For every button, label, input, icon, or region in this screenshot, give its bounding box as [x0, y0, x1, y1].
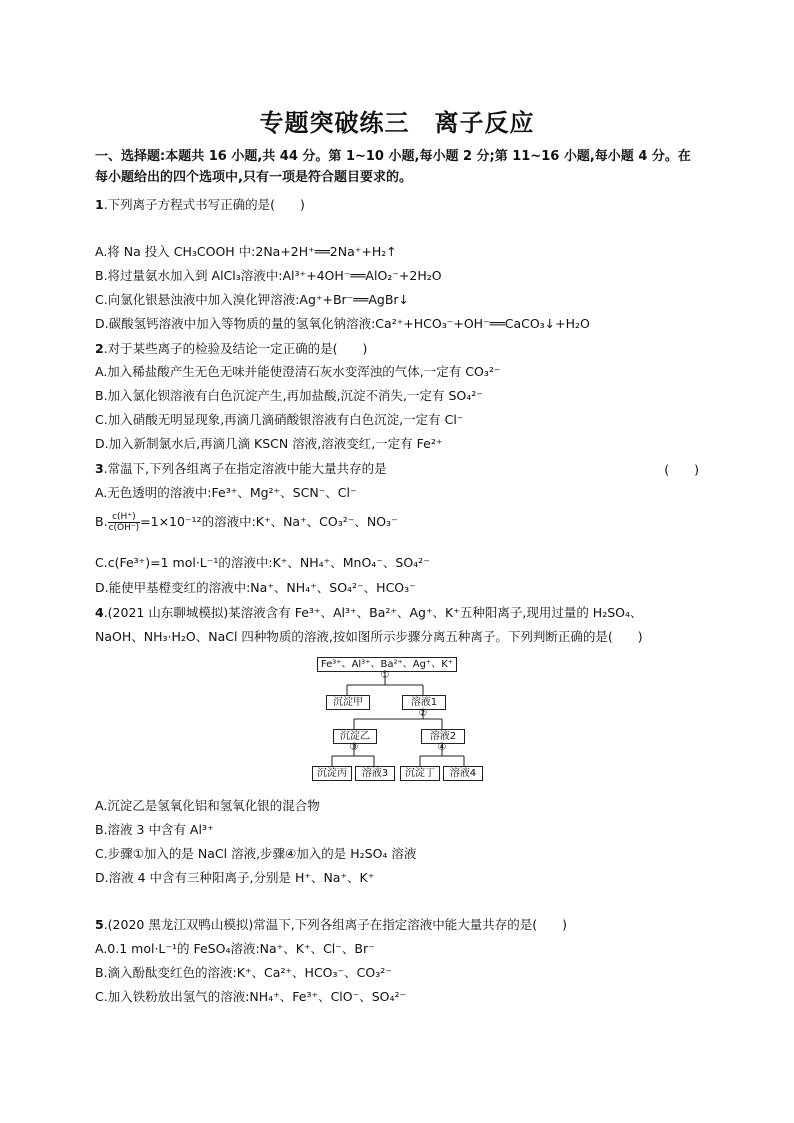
- question-number: 3: [95, 461, 104, 476]
- question-3-stem: [95, 460, 387, 478]
- solution-2-box: 溶液2: [421, 729, 465, 744]
- question-4-stem: [95, 604, 643, 622]
- precipitate-yi-box: 沉淀乙: [333, 729, 377, 744]
- q2-option-b: B.加入氯化钡溶液有白色沉淀产生,再加盐酸,沉淀不消失,一定有 SO₄²⁻: [95, 388, 483, 403]
- precipitate-bing-box: 沉淀丙: [312, 766, 352, 781]
- question-source: .(2020 黑龙江双鸭山模拟): [103, 917, 254, 932]
- q2-option-a: A.加入稀盐酸产生无色无味并能使澄清石灰水变浑浊的气体,一定有 CO₃²⁻: [95, 364, 501, 379]
- precipitate-ding-box: 沉淀丁: [400, 766, 440, 781]
- q4-option-d: D.溶液 4 中含有三种阳离子,分别是 H⁺、Na⁺、K⁺: [95, 870, 375, 885]
- question-number: 5: [95, 917, 104, 932]
- q3-option-b: [95, 512, 398, 533]
- separation-flow-diagram: [312, 655, 477, 785]
- q1-option-c: C.向氯化银悬浊液中加入溴化钾溶液:Ag⁺+Br⁻══AgBr↓: [95, 292, 410, 307]
- question-number: 4: [95, 605, 104, 620]
- question-2-stem: [95, 340, 367, 358]
- step-3-marker: ③: [349, 742, 359, 753]
- step-2-marker: ②: [418, 708, 428, 719]
- question-source: .(2021 山东聊城模拟): [103, 605, 229, 620]
- q1-option-d: D.碳酸氢钙溶液中加入等物质的量的氢氧化钠溶液:Ca²⁺+HCO₃⁻+OH⁻══CaCO₃↓+H₂O: [95, 316, 590, 331]
- question-4-stem-2: NaOH、NH₃·H₂O、NaCl 四种物质的溶液,按如图所示步骤分离五种离子。下列判断正确的是( ): [95, 629, 643, 644]
- q5-option-c: C.加入铁粉放出氢气的溶液:NH₄⁺、Fe³⁺、ClO⁻、SO₄²⁻: [95, 989, 407, 1004]
- solution-3-box: 溶液3: [355, 766, 395, 781]
- answer-paren: ( ): [664, 462, 699, 477]
- question-text: .下列离子方程式书写正确的是( ): [103, 197, 305, 212]
- concentration-fraction: [108, 512, 141, 533]
- page-title: 专题突破练三 离子反应: [259, 109, 535, 137]
- start-ions-box: Fe³⁺、Al³⁺、Ba²⁺、Ag⁺、K⁺: [317, 657, 457, 672]
- question-text: 常温下,下列各组离子在指定溶液中能大量共存的是( ): [253, 917, 567, 932]
- q2-option-c: C.加入硝酸无明显现象,再滴几滴硝酸银溶液有白色沉淀,一定有 Cl⁻: [95, 412, 464, 427]
- question-1-stem: [95, 196, 305, 214]
- question-number: 1: [95, 197, 104, 212]
- q3-option-a: A.无色透明的溶液中:Fe³⁺、Mg²⁺、SCN⁻、Cl⁻: [95, 485, 357, 500]
- q2-option-d: D.加入新制氯水后,再滴几滴 KSCN 溶液,溶液变红,一定有 Fe²⁺: [95, 436, 443, 451]
- question-text: 某溶液含有 Fe³⁺、Al³⁺、Ba²⁺、Ag⁺、K⁺五种阳离子,现用过量的 H₂SO₄、: [228, 605, 643, 620]
- step-1-marker: ①: [380, 670, 390, 681]
- fraction-denominator: c(OH⁻): [108, 523, 140, 533]
- question-5-stem: [95, 916, 567, 934]
- solution-1-box: 溶液1: [402, 695, 446, 710]
- solution-4-box: 溶液4: [443, 766, 483, 781]
- question-number: 2: [95, 341, 104, 356]
- q4-option-a: A.沉淀乙是氢氧化铝和氢氧化银的混合物: [95, 798, 320, 813]
- precipitate-jia-box: 沉淀甲: [326, 695, 370, 710]
- option-text: =1×10⁻¹²的溶液中:K⁺、Na⁺、CO₃²⁻、NO₃⁻: [140, 514, 398, 529]
- q4-option-c: C.步骤①加入的是 NaCl 溶液,步骤④加入的是 H₂SO₄ 溶液: [95, 846, 417, 861]
- question-text: .对于某些离子的检验及结论一定正确的是( ): [103, 341, 368, 356]
- q3-option-d: D.能使甲基橙变红的溶液中:Na⁺、NH₄⁺、SO₄²⁻、HCO₃⁻: [95, 580, 416, 595]
- step-4-marker: ④: [437, 742, 447, 753]
- section-heading: 一、选择题:本题共 16 小题,共 44 分。第 1~10 小题,每小题 2 分;第 11~16 小题,每小题 4 分。在每小题给出的四个选项中,只有一项是符合题目要求的。: [95, 149, 691, 185]
- question-text: .常温下,下列各组离子在指定溶液中能大量共存的是: [103, 461, 387, 476]
- q1-option-b: B.将过量氨水加入到 AlCl₃溶液中:Al³⁺+4OH⁻══AlO₂⁻+2H₂O: [95, 268, 442, 283]
- q5-option-b: B.滴入酚酞变红色的溶液:K⁺、Ca²⁺、HCO₃⁻、CO₃²⁻: [95, 965, 392, 980]
- q1-option-a: A.将 Na 投入 CH₃COOH 中:2Na+2H⁺══2Na⁺+H₂↑: [95, 244, 397, 259]
- q4-option-b: B.溶液 3 中含有 Al³⁺: [95, 822, 214, 837]
- q3-option-c: C.c(Fe³⁺)=1 mol·L⁻¹的溶液中:K⁺、NH₄⁺、MnO₄⁻、SO₄²⁻: [95, 555, 430, 570]
- option-prefix: B.: [95, 514, 108, 529]
- q5-option-a: A.0.1 mol·L⁻¹的 FeSO₄溶液:Na⁺、K⁺、Cl⁻、Br⁻: [95, 941, 375, 956]
- fraction-numerator: c(H⁺): [108, 512, 141, 523]
